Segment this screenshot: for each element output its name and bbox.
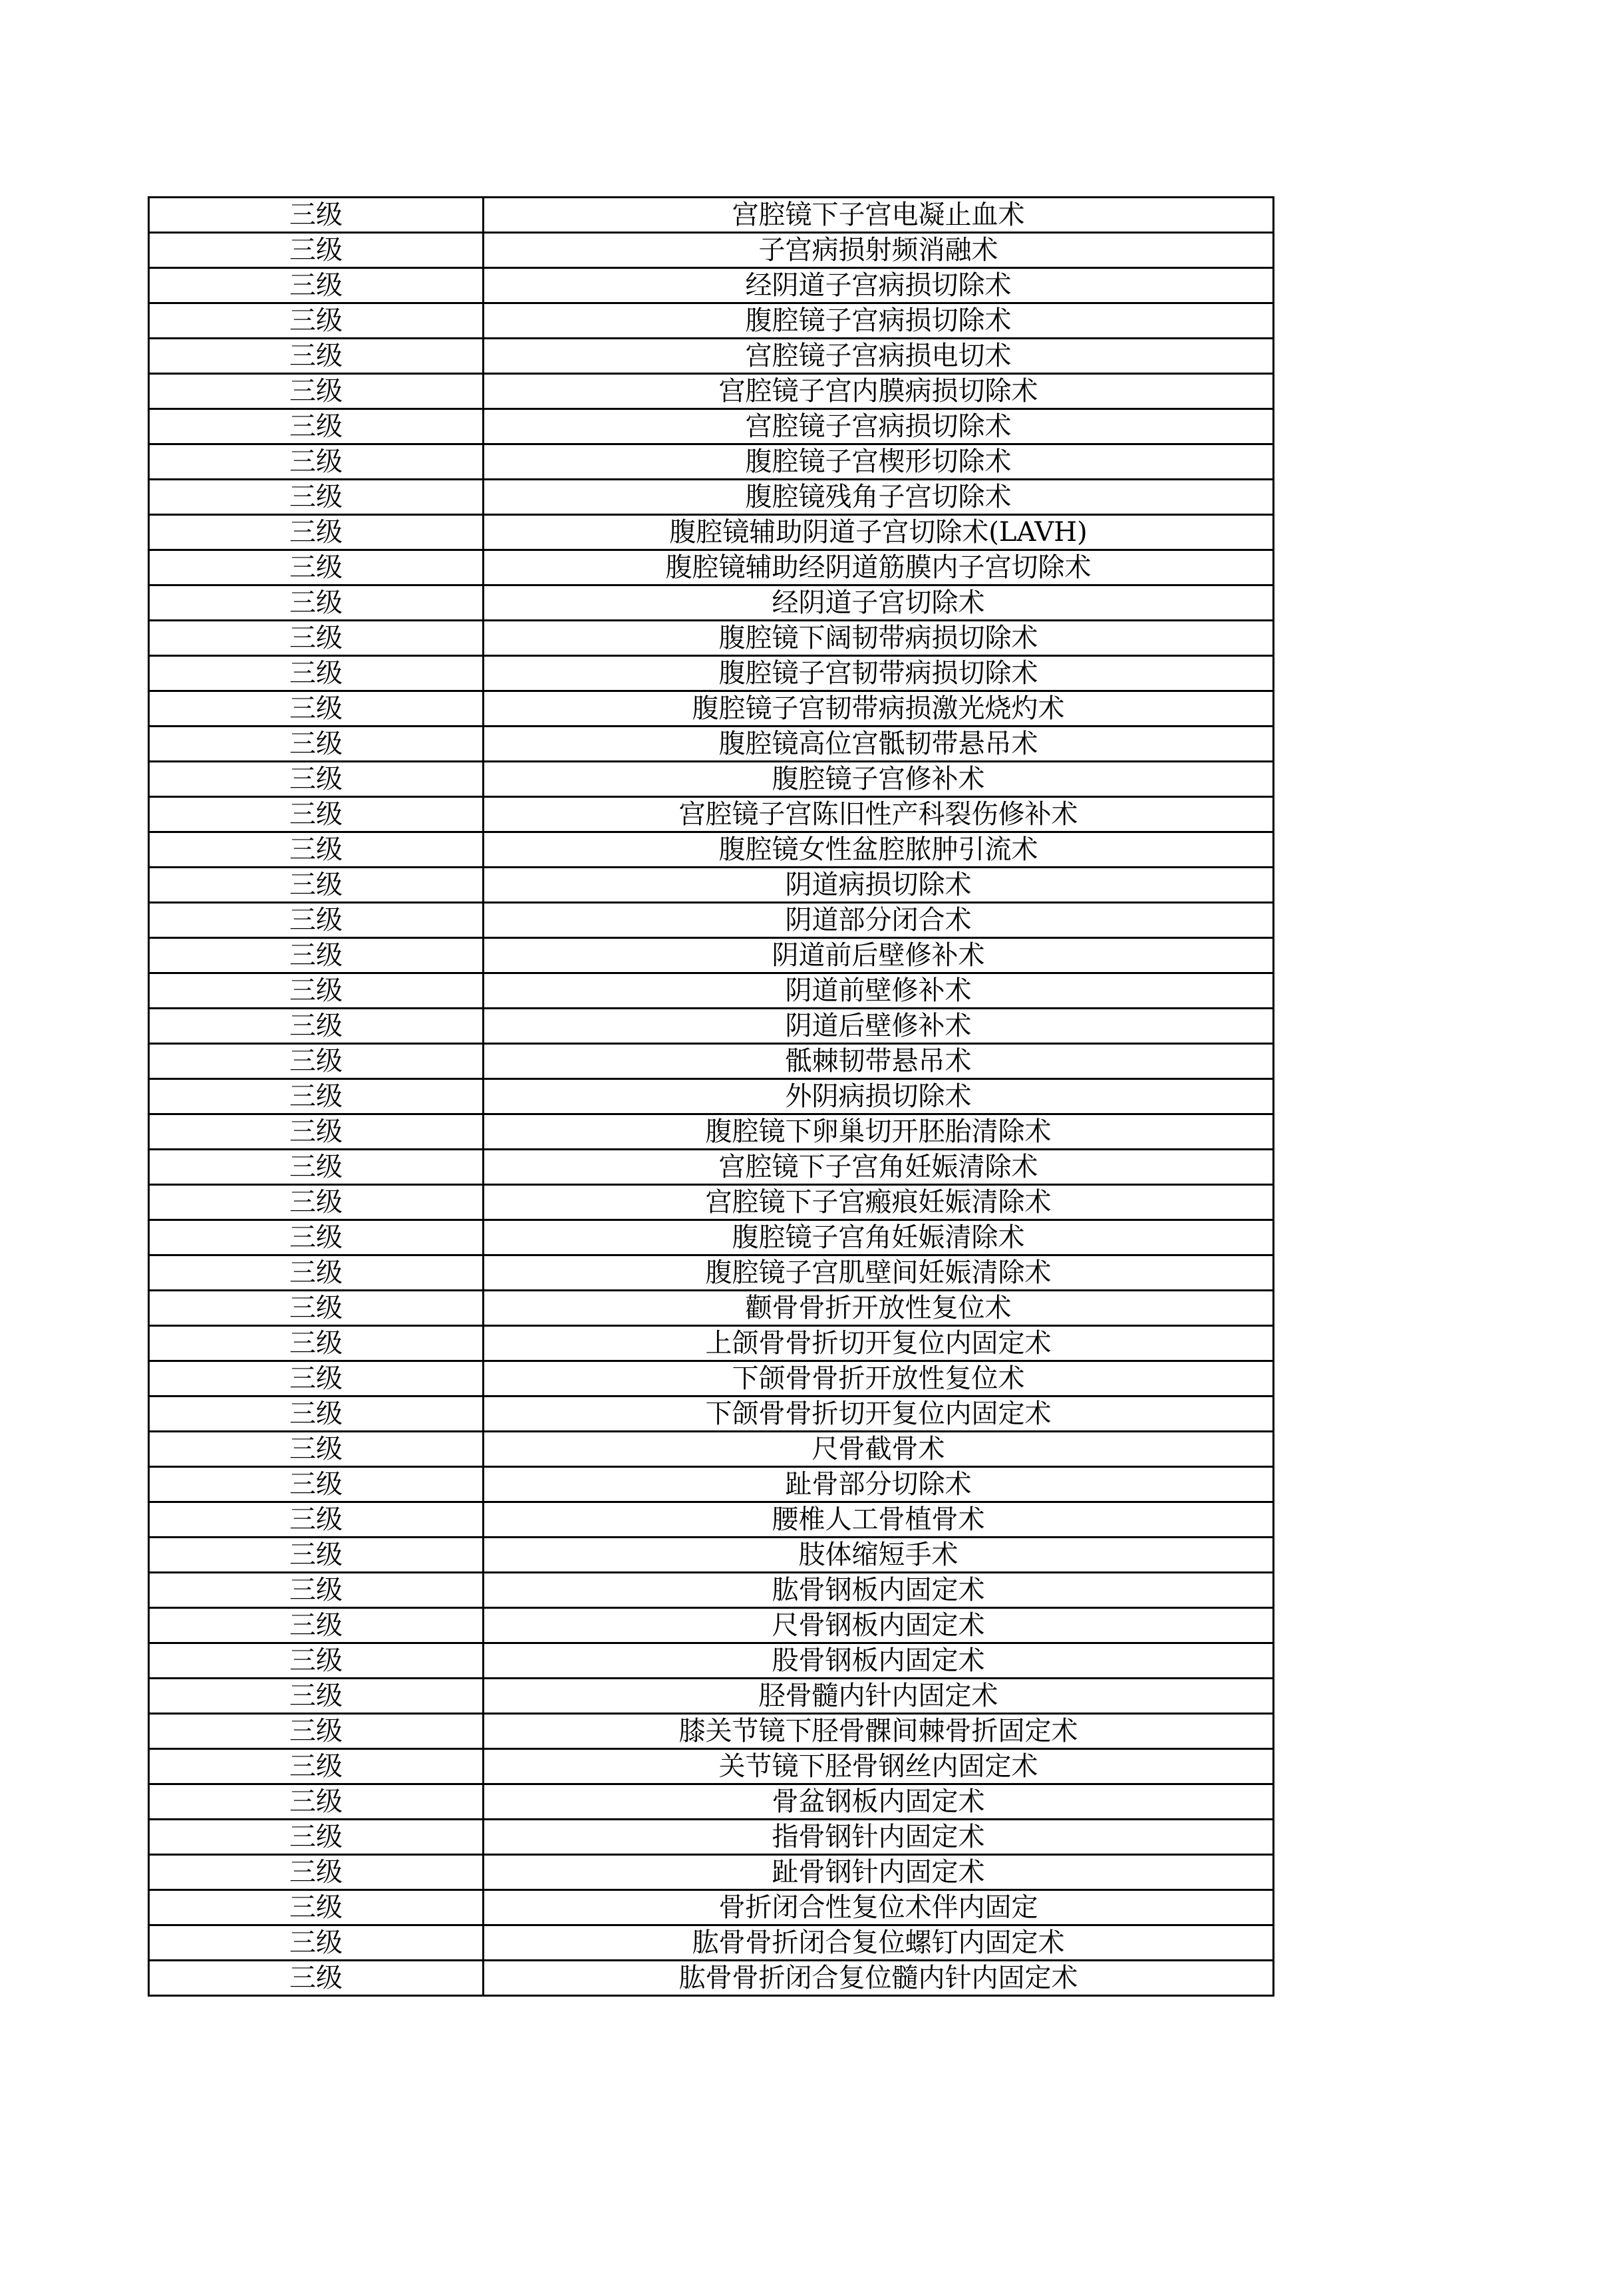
- grade-cell: 三级: [149, 198, 484, 233]
- procedure-name-cell: 宫腔镜下子宫角妊娠清除术: [484, 1150, 1274, 1185]
- procedure-name-cell: 尺骨截骨术: [484, 1432, 1274, 1467]
- table-row: [149, 1079, 1274, 1114]
- procedure-name-cell: 下颌骨骨折切开复位内固定术: [484, 1396, 1274, 1432]
- table-row: [149, 1714, 1274, 1749]
- table-row: [149, 444, 1274, 480]
- grade-cell: 三级: [149, 762, 484, 797]
- grade-cell: 三级: [149, 1255, 484, 1291]
- procedure-name-cell: 胫骨髓内针内固定术: [484, 1679, 1274, 1714]
- grade-cell: 三级: [149, 1185, 484, 1220]
- grade-cell: 三级: [149, 621, 484, 656]
- grade-cell: 三级: [149, 409, 484, 444]
- procedure-name-cell: 腹腔镜子宫修补术: [484, 762, 1274, 797]
- table-row: [149, 515, 1274, 550]
- table-row: [149, 303, 1274, 339]
- table-row: [149, 1467, 1274, 1502]
- grade-cell: 三级: [149, 444, 484, 480]
- procedure-name-cell: 子宫病损射频消融术: [484, 233, 1274, 268]
- table-row: [149, 1114, 1274, 1150]
- grade-cell: 三级: [149, 1079, 484, 1114]
- table-row: [149, 1185, 1274, 1220]
- grade-cell: 三级: [149, 903, 484, 938]
- procedure-name-cell: 肱骨骨折闭合复位螺钉内固定术: [484, 1925, 1274, 1961]
- grade-cell: 三级: [149, 480, 484, 515]
- procedure-name-cell: 宫腔镜子宫病损切除术: [484, 409, 1274, 444]
- procedure-name-cell: 腹腔镜下阔韧带病损切除术: [484, 621, 1274, 656]
- table-row: [149, 550, 1274, 585]
- procedure-name-cell: 膝关节镜下胫骨髁间棘骨折固定术: [484, 1714, 1274, 1749]
- table-row: [149, 1573, 1274, 1608]
- grade-cell: 三级: [149, 233, 484, 268]
- procedure-name-cell: 腹腔镜下卵巢切开胚胎清除术: [484, 1114, 1274, 1150]
- table-row: [149, 903, 1274, 938]
- table-row: [149, 198, 1274, 233]
- table-row: [149, 409, 1274, 444]
- table-row: [149, 1432, 1274, 1467]
- table-row: [149, 621, 1274, 656]
- grade-cell: 三级: [149, 339, 484, 374]
- procedure-name-cell: 宫腔镜子宫内膜病损切除术: [484, 374, 1274, 409]
- procedure-name-cell: 趾骨钢针内固定术: [484, 1855, 1274, 1890]
- grade-cell: 三级: [149, 1749, 484, 1784]
- grade-cell: 三级: [149, 1714, 484, 1749]
- table-row: [149, 1784, 1274, 1820]
- table-row: [149, 1925, 1274, 1961]
- table-row: [149, 1961, 1274, 1996]
- grade-cell: 三级: [149, 303, 484, 339]
- table-row: [149, 1855, 1274, 1890]
- table-row: [149, 1538, 1274, 1573]
- procedure-name-cell: 阴道病损切除术: [484, 868, 1274, 903]
- grade-cell: 三级: [149, 797, 484, 832]
- table-row: [149, 973, 1274, 1009]
- table-row: [149, 762, 1274, 797]
- procedure-name-cell: 腹腔镜子宫病损切除术: [484, 303, 1274, 339]
- grade-cell: 三级: [149, 1291, 484, 1326]
- procedure-name-cell: 阴道部分闭合术: [484, 903, 1274, 938]
- grade-cell: 三级: [149, 656, 484, 691]
- grade-cell: 三级: [149, 1890, 484, 1925]
- grade-cell: 三级: [149, 1432, 484, 1467]
- procedure-name-cell: 腹腔镜子宫楔形切除术: [484, 444, 1274, 480]
- procedure-table-body: [149, 198, 1274, 1996]
- procedure-name-cell: 颧骨骨折开放性复位术: [484, 1291, 1274, 1326]
- grade-cell: 三级: [149, 1643, 484, 1679]
- procedure-name-cell: 宫腔镜子宫陈旧性产科裂伤修补术: [484, 797, 1274, 832]
- grade-cell: 三级: [149, 1855, 484, 1890]
- procedure-name-cell: 骨盆钢板内固定术: [484, 1784, 1274, 1820]
- table-row: [149, 233, 1274, 268]
- procedure-name-cell: 腹腔镜高位宫骶韧带悬吊术: [484, 727, 1274, 762]
- procedure-name-cell: 经阴道子宫切除术: [484, 585, 1274, 621]
- grade-cell: 三级: [149, 585, 484, 621]
- table-row: [149, 832, 1274, 868]
- table-row: [149, 1643, 1274, 1679]
- table-row: [149, 1044, 1274, 1079]
- table-row: [149, 1396, 1274, 1432]
- grade-cell: 三级: [149, 1573, 484, 1608]
- grade-cell: 三级: [149, 1961, 484, 1996]
- grade-cell: 三级: [149, 938, 484, 973]
- table-row: [149, 797, 1274, 832]
- table-row: [149, 868, 1274, 903]
- procedure-name-cell: 腹腔镜辅助经阴道筋膜内子宫切除术: [484, 550, 1274, 585]
- table-row: [149, 1220, 1274, 1255]
- procedure-name-cell: 阴道后壁修补术: [484, 1009, 1274, 1044]
- grade-cell: 三级: [149, 1925, 484, 1961]
- procedure-name-cell: 趾骨部分切除术: [484, 1467, 1274, 1502]
- table-row: [149, 1679, 1274, 1714]
- grade-cell: 三级: [149, 1820, 484, 1855]
- procedure-name-cell: 肱骨钢板内固定术: [484, 1573, 1274, 1608]
- grade-cell: 三级: [149, 1396, 484, 1432]
- grade-cell: 三级: [149, 1361, 484, 1396]
- procedure-name-cell: 腹腔镜子宫肌壁间妊娠清除术: [484, 1255, 1274, 1291]
- grade-cell: 三级: [149, 1784, 484, 1820]
- procedure-name-cell: 股骨钢板内固定术: [484, 1643, 1274, 1679]
- grade-cell: 三级: [149, 832, 484, 868]
- grade-cell: 三级: [149, 691, 484, 727]
- procedure-name-cell: 宫腔镜下子宫电凝止血术: [484, 198, 1274, 233]
- table-row: [149, 1255, 1274, 1291]
- grade-cell: 三级: [149, 1538, 484, 1573]
- table-row: [149, 691, 1274, 727]
- table-row: [149, 585, 1274, 621]
- table-row: [149, 727, 1274, 762]
- procedure-name-cell: 腹腔镜女性盆腔脓肿引流术: [484, 832, 1274, 868]
- procedure-name-cell: 骶棘韧带悬吊术: [484, 1044, 1274, 1079]
- grade-cell: 三级: [149, 868, 484, 903]
- procedure-name-cell: 骨折闭合性复位术伴内固定: [484, 1890, 1274, 1925]
- grade-cell: 三级: [149, 374, 484, 409]
- procedure-name-cell: 经阴道子宫病损切除术: [484, 268, 1274, 303]
- procedure-name-cell: 腹腔镜子宫韧带病损切除术: [484, 656, 1274, 691]
- grade-cell: 三级: [149, 1009, 484, 1044]
- grade-cell: 三级: [149, 1679, 484, 1714]
- procedure-name-cell: 上颌骨骨折切开复位内固定术: [484, 1326, 1274, 1361]
- table-row: [149, 268, 1274, 303]
- grade-cell: 三级: [149, 1220, 484, 1255]
- table-row: [149, 1009, 1274, 1044]
- table-row: [149, 480, 1274, 515]
- procedure-name-cell: 阴道前后壁修补术: [484, 938, 1274, 973]
- table-row: [149, 1291, 1274, 1326]
- grade-cell: 三级: [149, 1114, 484, 1150]
- table-row: [149, 1150, 1274, 1185]
- procedure-name-cell: 指骨钢针内固定术: [484, 1820, 1274, 1855]
- grade-cell: 三级: [149, 1326, 484, 1361]
- procedure-name-cell: 腹腔镜辅助阴道子宫切除术(LAVH): [484, 515, 1274, 550]
- grade-cell: 三级: [149, 1150, 484, 1185]
- procedure-name-cell: 腰椎人工骨植骨术: [484, 1502, 1274, 1538]
- procedure-name-cell: 肱骨骨折闭合复位髓内针内固定术: [484, 1961, 1274, 1996]
- grade-cell: 三级: [149, 1608, 484, 1643]
- procedure-name-cell: 外阴病损切除术: [484, 1079, 1274, 1114]
- grade-cell: 三级: [149, 973, 484, 1009]
- procedure-name-cell: 腹腔镜子宫韧带病损激光烧灼术: [484, 691, 1274, 727]
- grade-cell: 三级: [149, 1502, 484, 1538]
- procedure-name-cell: 肢体缩短手术: [484, 1538, 1274, 1573]
- grade-cell: 三级: [149, 515, 484, 550]
- procedure-table: [148, 196, 1274, 1997]
- procedure-name-cell: 腹腔镜残角子宫切除术: [484, 480, 1274, 515]
- procedure-name-cell: 下颌骨骨折开放性复位术: [484, 1361, 1274, 1396]
- procedure-name-cell: 尺骨钢板内固定术: [484, 1608, 1274, 1643]
- table-row: [149, 1820, 1274, 1855]
- table-row: [149, 1749, 1274, 1784]
- procedure-name-cell: 阴道前壁修补术: [484, 973, 1274, 1009]
- procedure-name-cell: 宫腔镜下子宫瘢痕妊娠清除术: [484, 1185, 1274, 1220]
- table-row: [149, 656, 1274, 691]
- grade-cell: 三级: [149, 550, 484, 585]
- table-row: [149, 1890, 1274, 1925]
- procedure-name-cell: 宫腔镜子宫病损电切术: [484, 339, 1274, 374]
- table-row: [149, 1608, 1274, 1643]
- table-row: [149, 339, 1274, 374]
- table-row: [149, 1502, 1274, 1538]
- table-row: [149, 938, 1274, 973]
- table-row: [149, 1361, 1274, 1396]
- procedure-name-cell: 腹腔镜子宫角妊娠清除术: [484, 1220, 1274, 1255]
- grade-cell: 三级: [149, 727, 484, 762]
- table-row: [149, 1326, 1274, 1361]
- grade-cell: 三级: [149, 268, 484, 303]
- grade-cell: 三级: [149, 1044, 484, 1079]
- table-row: [149, 374, 1274, 409]
- grade-cell: 三级: [149, 1467, 484, 1502]
- procedure-name-cell: 关节镜下胫骨钢丝内固定术: [484, 1749, 1274, 1784]
